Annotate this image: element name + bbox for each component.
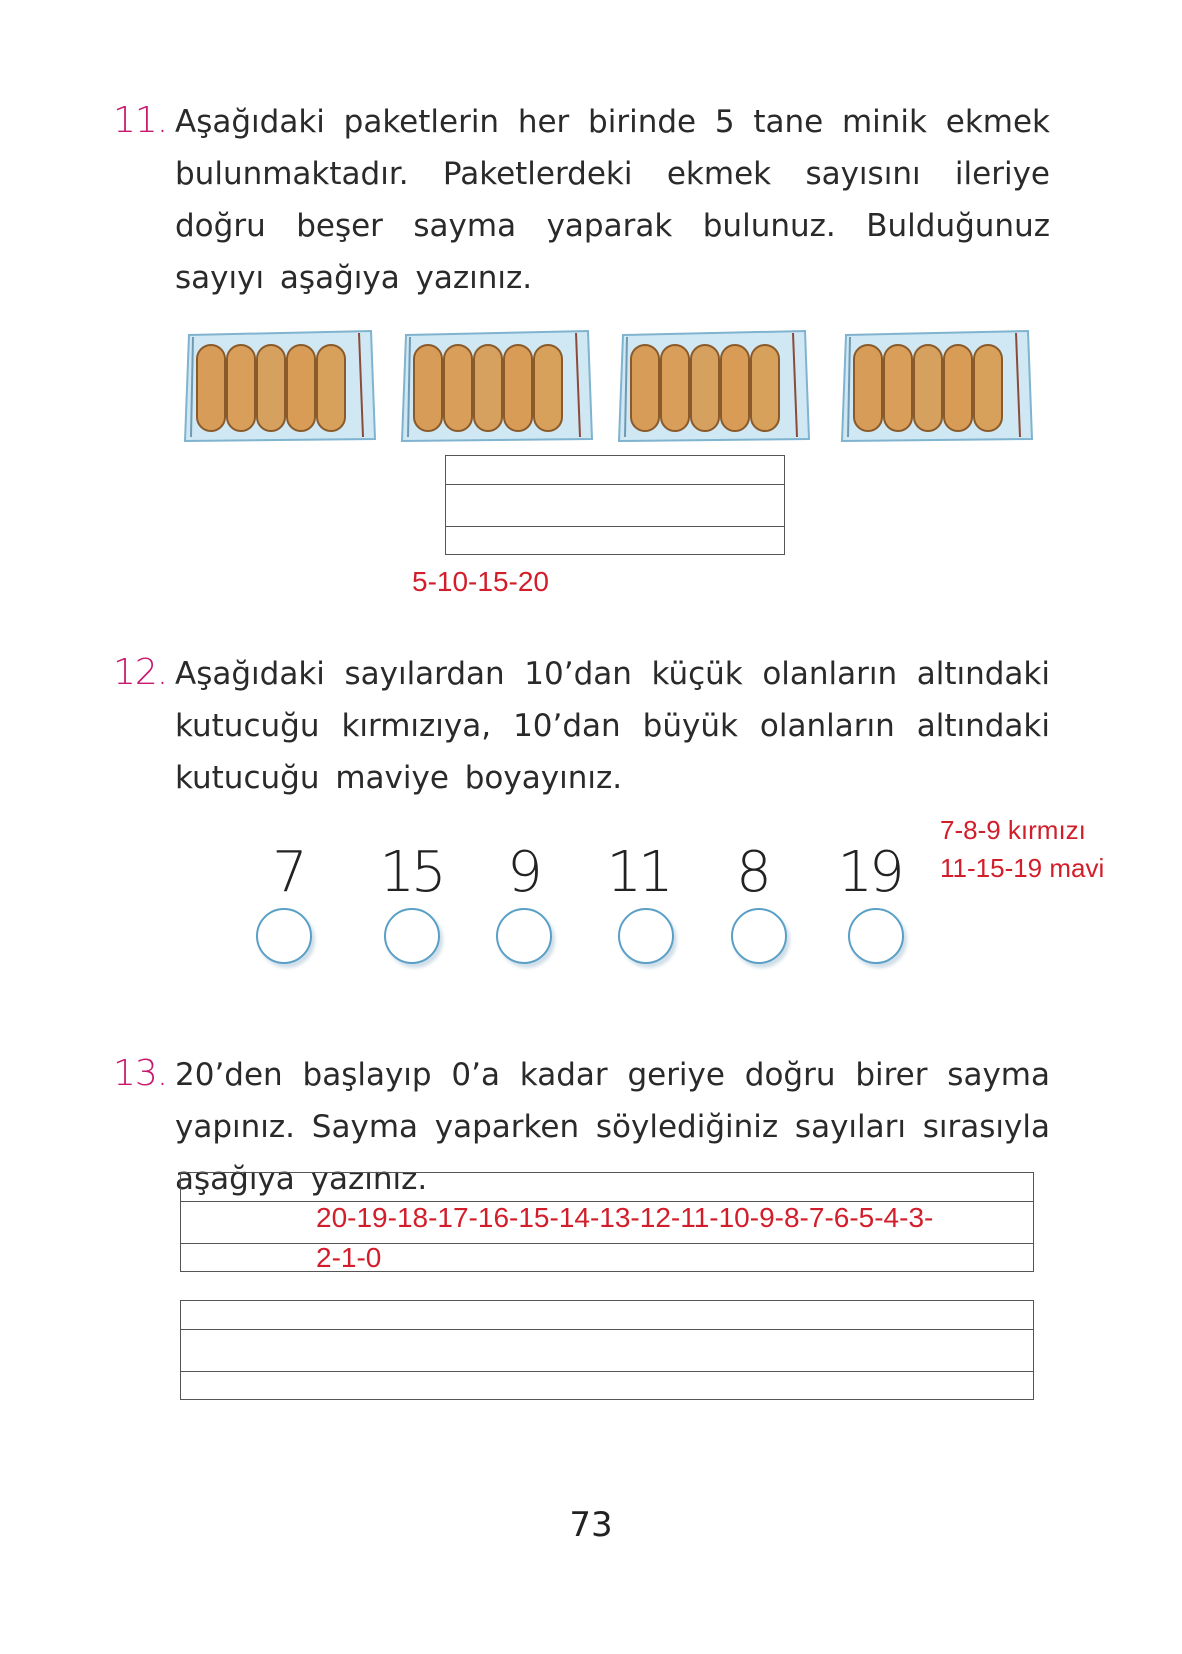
answer-box-13b[interactable]: [180, 1300, 1034, 1400]
number-15: 15: [379, 840, 443, 905]
question-text-12: Aşağıdaki sayılardan 10’dan küçük olanların altındaki kutucuğu kırmızıya, 10’dan büyük olanların altındaki kutucuğu maviye boyayınız.: [175, 656, 1050, 796]
color-circle-11[interactable]: [618, 908, 674, 964]
number-9: 9: [507, 840, 539, 905]
answer-11: 5-10-15-20: [412, 566, 549, 597]
number-19: 19: [837, 840, 901, 905]
question-number-11: 11.: [113, 100, 168, 141]
bread-package-icon: [400, 327, 596, 445]
page-number: 73: [569, 1505, 613, 1545]
question-text-13: 20’den başlayıp 0’a kadar geriye doğru birer sayma yapınız. Sayma yaparken söylediğiniz sayıları sırasıyla aşağıya yazınız.: [175, 1057, 1050, 1197]
bread-package-icon: [617, 327, 813, 445]
writing-line: [181, 1243, 1033, 1244]
question-number-12: 12.: [113, 652, 168, 693]
number-8: 8: [736, 840, 768, 905]
writing-line: [446, 484, 784, 485]
answer-box-11[interactable]: [445, 455, 785, 555]
writing-line: [181, 1371, 1033, 1372]
answer-13-line1: 20-19-18-17-16-15-14-13-12-11-10-9-8-7-6-5-4-3-: [316, 1202, 934, 1233]
color-circle-8[interactable]: [731, 908, 787, 964]
color-circle-19[interactable]: [848, 908, 904, 964]
bread-package-icon: [840, 327, 1036, 445]
answer-12-blue: 11-15-19 mavi: [940, 853, 1105, 883]
question-text-11: Aşağıdaki paketlerin her birinde 5 tane minik ekmek bulunmaktadır. Paketlerdeki ekmek sayısını ileriye doğru beşer sayma yaparak bulunuz. Bulduğunuz sayıyı aşağıya yazınız.: [175, 104, 1050, 296]
color-circle-15[interactable]: [384, 908, 440, 964]
color-circle-9[interactable]: [496, 908, 552, 964]
question-number-13: 13.: [113, 1053, 168, 1094]
answer-13-line2: 2-1-0: [316, 1242, 382, 1273]
number-7: 7: [272, 840, 304, 905]
writing-line: [181, 1329, 1033, 1330]
answer-12-red: 7-8-9 kırmızı: [940, 815, 1086, 845]
color-circle-7[interactable]: [256, 908, 312, 964]
writing-line: [446, 526, 784, 527]
number-11: 11: [606, 840, 670, 905]
bread-package-icon: [183, 327, 379, 445]
